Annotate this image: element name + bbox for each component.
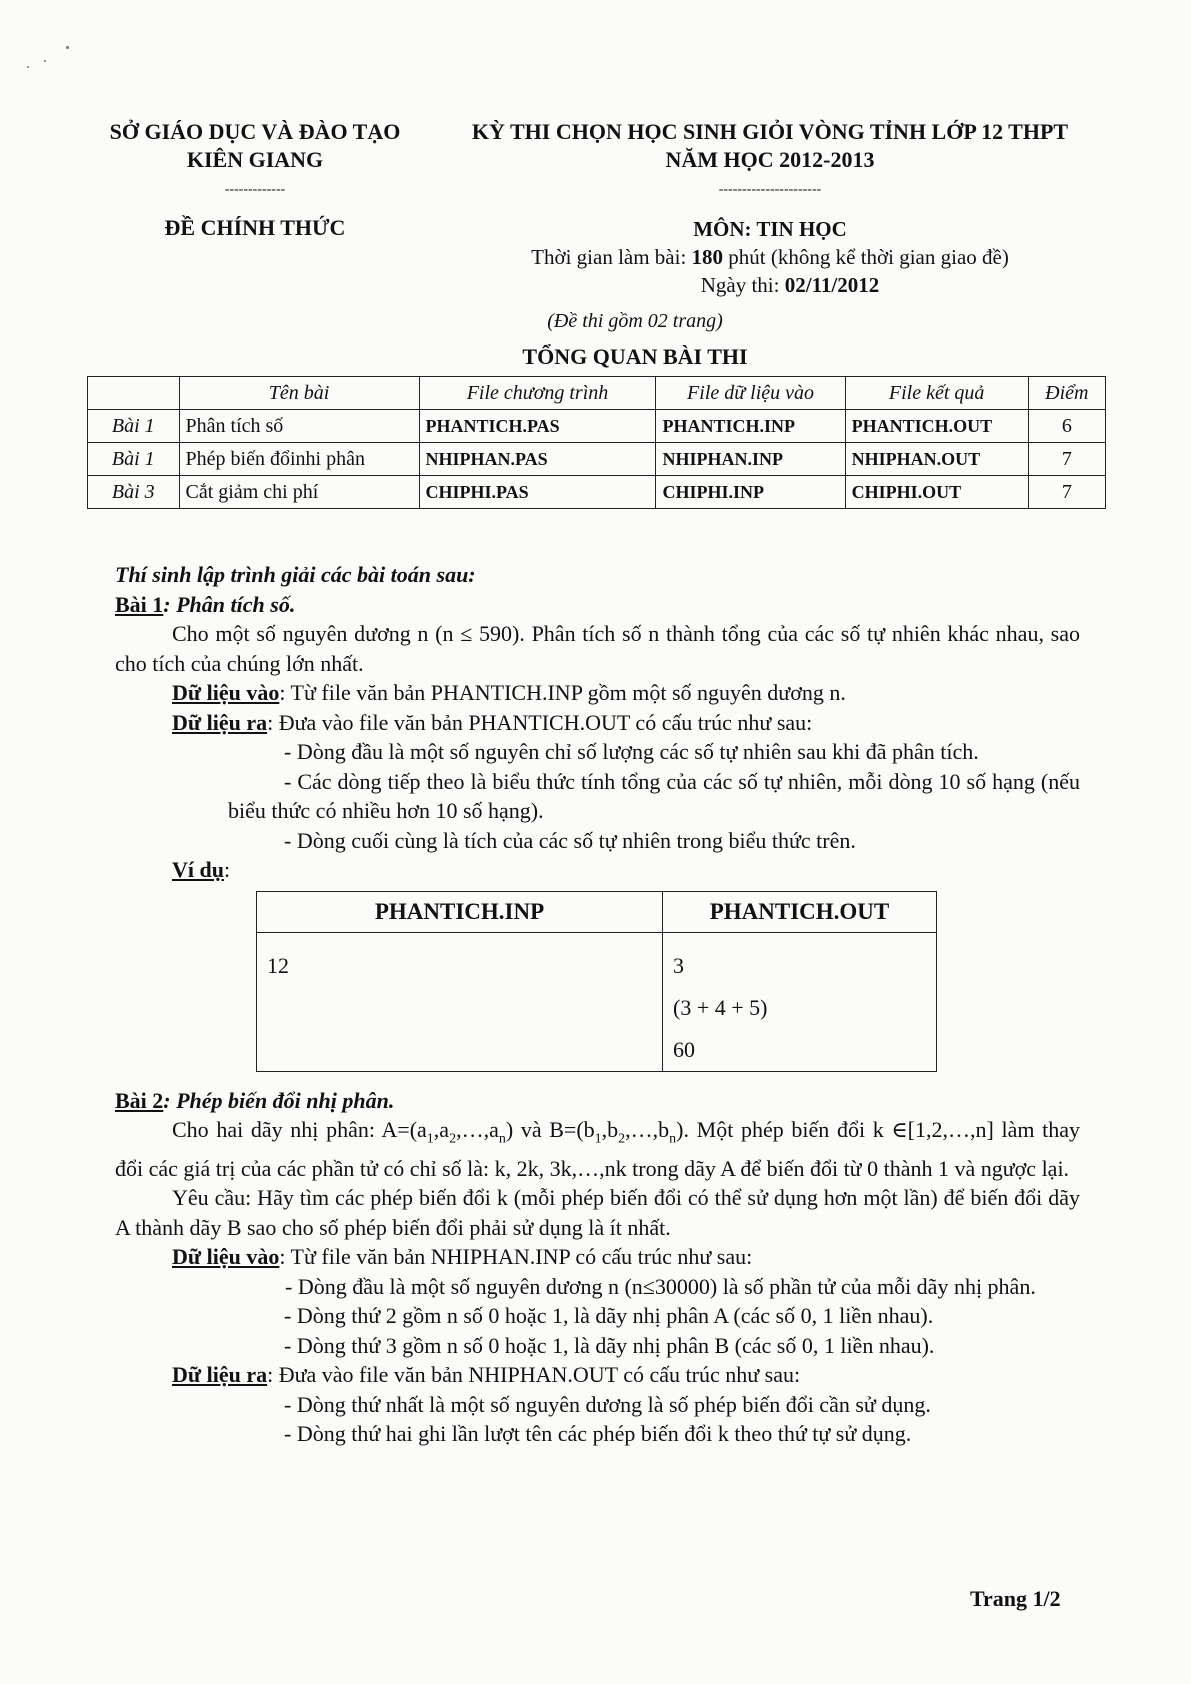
example-output-cell <box>663 932 937 1071</box>
table-cell: CHIPHI.OUT <box>845 476 1028 509</box>
example-input-value: 12 <box>267 952 289 978</box>
overview-title: TỔNG QUAN BÀI THI <box>522 344 748 369</box>
example-output-line: (3 + 4 + 5) <box>673 994 768 1020</box>
scan-speck <box>44 60 46 62</box>
input-text: : Từ file văn bản NHIPHAN.INP có cấu trúc như sau: <box>279 1244 753 1270</box>
bai2-input-rule: - Dòng đầu là một số nguyên dương n (n≤30000) là số phần tử của mỗi dãy nhị phân. <box>285 1273 1036 1299</box>
text-run: ,b <box>601 1117 619 1142</box>
example-header-row <box>257 891 937 932</box>
table-cell: NHIPHAN.PAS <box>419 443 656 476</box>
bai2-output <box>115 1360 1080 1390</box>
example-row <box>257 932 937 1071</box>
example-header-output: PHANTICH.OUT <box>663 891 937 932</box>
subscript: 1 <box>594 1131 602 1147</box>
text-run: ). Một phép biến đổi k ∈[1,2,…,n] làm thay đổi các giá trị của các phần tử có chỉ số là: k, 2k, 3k,…,nk trong dãy A để biến đổi từ 0 thành 1 và ngược lại. <box>115 1117 1081 1181</box>
output-label: Dữ liệu ra <box>172 1362 268 1388</box>
bai2-heading <box>115 1086 1080 1116</box>
date-value: 02/11/2012 <box>784 273 880 297</box>
text-run: Cho hai dãy nhị phân: A=(a <box>172 1117 427 1142</box>
text-run: ,…,b <box>625 1117 670 1142</box>
subject-block <box>440 215 1100 299</box>
header-cell: Điểm <box>1028 377 1105 410</box>
table-row <box>88 443 1106 476</box>
table-cell: NHIPHAN.OUT <box>845 443 1028 476</box>
subject-title: MÔN: TIN HỌC <box>693 217 847 241</box>
output-text: : Đưa vào file văn bản PHANTICH.OUT có cấu trúc như sau: <box>267 709 813 735</box>
header-cell <box>88 377 180 410</box>
bai2-input <box>115 1242 1080 1272</box>
table-row <box>88 476 1106 509</box>
table-cell: NHIPHAN.INP <box>656 443 845 476</box>
summary-table <box>87 376 1106 509</box>
bai2-requirement: Yêu cầu: Hãy tìm các phép biến đổi k (mỗi phép biến đổi có thể sử dụng hơn một lần) để biến đổi dãy A thành dãy B sao cho số phép biến đổi phải sử dụng là ít nhất. <box>115 1185 1080 1240</box>
table-cell: PHANTICH.OUT <box>845 410 1028 443</box>
table-cell: 7 <box>1028 443 1105 476</box>
bai1-output-rule: - Các dòng tiếp theo là biểu thức tính tổng của các số tự nhiên, mỗi dòng 10 số hạng (nếu biểu thức có nhiều hơn 10 số hạng). <box>228 768 1080 823</box>
example-heading: Ví dụ: <box>172 857 231 882</box>
time-value: 180 <box>691 245 724 269</box>
scan-speck <box>66 46 69 49</box>
bai1-heading <box>115 590 1080 620</box>
example-label: Ví dụ <box>172 857 224 882</box>
date-line <box>440 271 1100 299</box>
header-cell: File chương trình <box>419 377 656 410</box>
bai1-title: : Phân tích số. <box>163 591 296 617</box>
bai1-statement: Cho một số nguyên dương n (n ≤ 590). Phân tích số n thành tổng của các số tự nhiên khác nhau, sao cho tích của chúng lớn nhất. <box>115 621 1080 676</box>
exam-header <box>440 118 1100 198</box>
bai1-output-rule: - Dòng đầu là một số nguyên chỉ số lượng các số tự nhiên sau khi đã phân tích. <box>284 739 979 764</box>
table-cell: 7 <box>1028 476 1105 509</box>
bai2-title: : Phép biến đổi nhị phân. <box>163 1087 395 1113</box>
bai1-input <box>115 678 1080 708</box>
subscript: 2 <box>449 1131 457 1147</box>
bai2-output-rule: - Dòng thứ nhất là một số nguyên dương là số phép biến đổi cần sử dụng. <box>284 1391 931 1417</box>
text-run: ) và B=(b <box>505 1117 595 1142</box>
subscript: n <box>498 1131 506 1147</box>
table-cell: Phân tích số <box>179 410 419 443</box>
summary-header-row <box>88 377 1106 410</box>
department-header <box>90 118 420 198</box>
example-table <box>256 891 937 1072</box>
subscript: 1 <box>426 1131 434 1147</box>
table-cell: PHANTICH.INP <box>656 410 845 443</box>
bai2-label: Bài 2 <box>115 1087 164 1113</box>
header-cell: File dữ liệu vào <box>656 377 845 410</box>
output-label: Dữ liệu ra <box>172 709 268 735</box>
exam-body <box>115 560 1080 1449</box>
text-run: ,a <box>433 1117 450 1142</box>
header-cell: Tên bài <box>179 377 419 410</box>
bai1-label: Bài 1 <box>115 591 164 617</box>
header-divider-left: ------------- <box>224 182 286 197</box>
bai2-input-rule: - Dòng thứ 3 gồm n số 0 hoặc 1, là dãy nhị phân B (các số 0, 1 liền nhau). <box>284 1332 935 1358</box>
official-label: ĐỀ CHÍNH THỨC <box>164 215 346 240</box>
department-line-1: SỞ GIÁO DỤC VÀ ĐÀO TẠO <box>109 119 401 144</box>
scan-speck <box>27 66 29 68</box>
table-cell: CHIPHI.PAS <box>419 476 656 509</box>
bai2-output-rule: - Dòng thứ hai ghi lần lượt tên các phép biến đổi k theo thứ tự sử dụng. <box>284 1421 912 1447</box>
subscript: 2 <box>618 1131 626 1147</box>
table-cell: 6 <box>1028 410 1105 443</box>
page-number: Trang 1/2 <box>970 1586 1061 1611</box>
exam-title-line-2: NĂM HỌC 2012-2013 <box>665 147 875 172</box>
subscript: n <box>669 1131 677 1147</box>
header-divider-right: ---------------------- <box>718 182 822 197</box>
intro-line: Thí sinh lập trình giải các bài toán sau: <box>115 562 476 587</box>
example-header-input: PHANTICH.INP <box>257 891 663 932</box>
bai2-statement <box>115 1115 1080 1183</box>
table-cell: Bài 3 <box>88 476 180 509</box>
date-prefix: Ngày thi: <box>700 273 785 297</box>
time-line <box>440 243 1100 271</box>
table-cell: Cắt giảm chi phí <box>179 476 419 509</box>
table-cell: PHANTICH.PAS <box>419 410 656 443</box>
bai2-input-rule: - Dòng thứ 2 gồm n số 0 hoặc 1, là dãy nhị phân A (các số 0, 1 liền nhau). <box>284 1303 934 1329</box>
input-label: Dữ liệu vào <box>172 1244 280 1270</box>
text-run: ,…,a <box>456 1117 499 1142</box>
table-cell: Bài 1 <box>88 410 180 443</box>
time-prefix: Thời gian làm bài: <box>531 245 692 269</box>
time-suffix: phút (không kể thời gian giao đề) <box>723 245 1009 269</box>
bai1-output <box>115 708 1080 738</box>
header-cell: File kết quả <box>845 377 1028 410</box>
department-line-2: KIÊN GIANG <box>186 147 324 172</box>
example-output-line: 60 <box>673 1036 695 1062</box>
example-input-cell <box>257 932 663 1071</box>
table-cell: CHIPHI.INP <box>656 476 845 509</box>
table-cell: Phép biến đổinhi phân <box>179 443 419 476</box>
bai1-output-rule: - Dòng cuối cùng là tích của các số tự nhiên trong biểu thức trên. <box>284 827 856 853</box>
input-text: : Từ file văn bản PHANTICH.INP gồm một số nguyên dương n. <box>279 680 846 705</box>
output-text: : Đưa vào file văn bản NHIPHAN.OUT có cấu trúc như sau: <box>267 1362 801 1388</box>
example-output-line: 3 <box>673 952 684 978</box>
exam-title-line-1: KỲ THI CHỌN HỌC SINH GIỎI VÒNG TỈNH LỚP 12 THPT <box>471 119 1069 144</box>
table-row <box>88 410 1106 443</box>
pages-note: (Đề thi gồm 02 trang) <box>547 310 723 332</box>
input-label: Dữ liệu vào <box>172 680 280 705</box>
table-cell: Bài 1 <box>88 443 180 476</box>
